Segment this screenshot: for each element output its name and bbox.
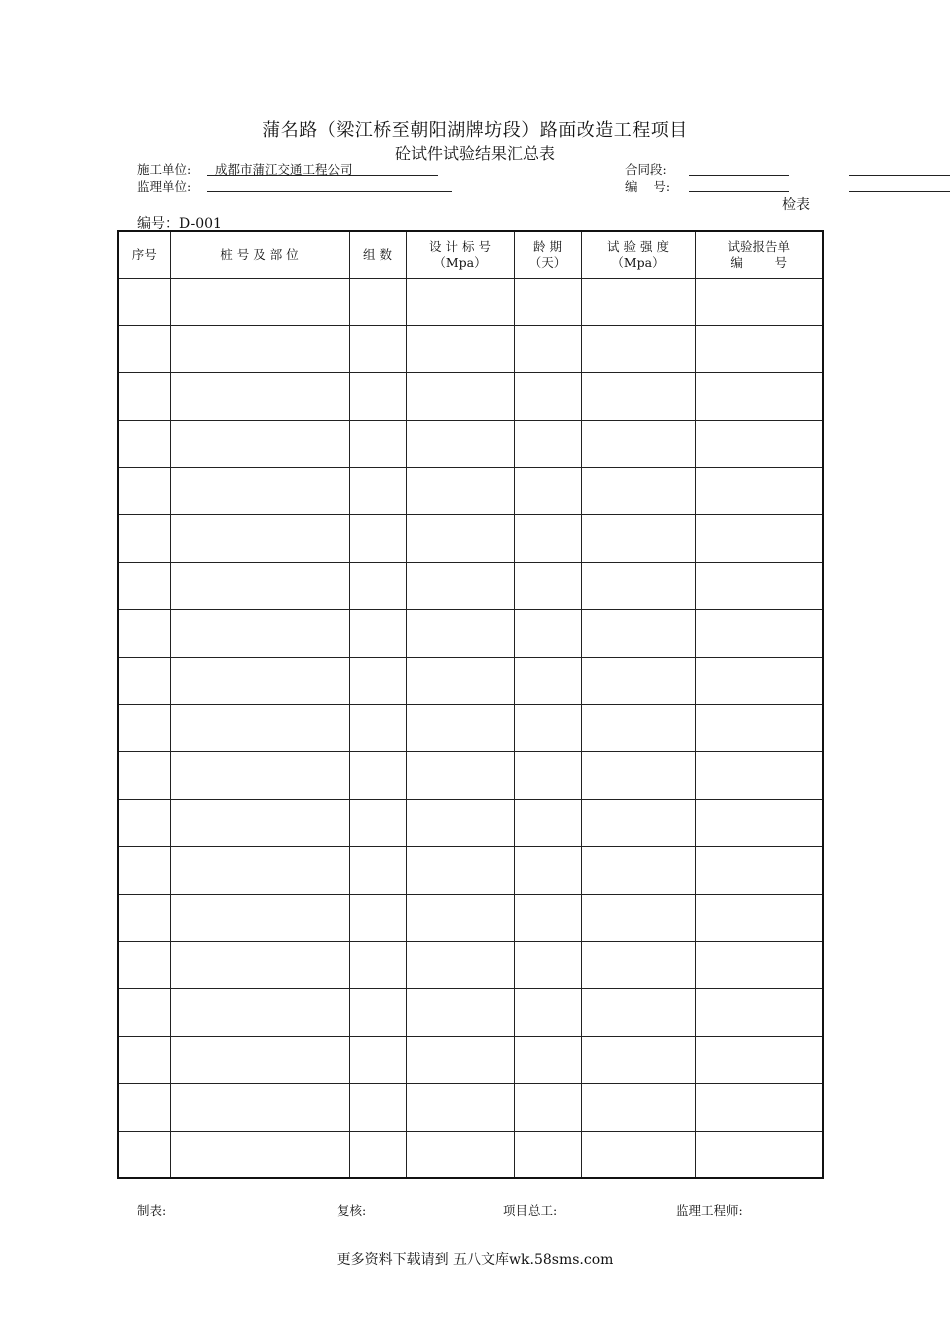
supervisor-field bbox=[207, 191, 452, 192]
table-row bbox=[118, 468, 823, 515]
table-cell[interactable] bbox=[349, 325, 406, 372]
table-cell[interactable] bbox=[581, 420, 695, 467]
col-header-station-location: 桩 号 及 部 位 bbox=[170, 231, 349, 278]
reviewed-by-label: 复核: bbox=[337, 1203, 367, 1218]
table-cell[interactable] bbox=[118, 847, 170, 894]
table-cell[interactable] bbox=[170, 799, 349, 846]
table-row bbox=[118, 420, 823, 467]
table-cell[interactable] bbox=[349, 373, 406, 420]
table-row bbox=[118, 610, 823, 657]
col-header-age: 龄 期 （天） bbox=[514, 231, 581, 278]
table-cell[interactable] bbox=[170, 847, 349, 894]
table-cell[interactable] bbox=[581, 515, 695, 562]
table-cell[interactable] bbox=[349, 610, 406, 657]
table-cell[interactable] bbox=[170, 515, 349, 562]
table-cell[interactable] bbox=[514, 847, 581, 894]
table-cell[interactable] bbox=[514, 705, 581, 752]
table-cell[interactable] bbox=[581, 1084, 695, 1131]
table-cell[interactable] bbox=[514, 468, 581, 515]
table-cell[interactable] bbox=[118, 941, 170, 988]
table-cell[interactable] bbox=[581, 799, 695, 846]
table-cell[interactable] bbox=[406, 373, 514, 420]
table-cell[interactable] bbox=[349, 941, 406, 988]
table-cell[interactable] bbox=[581, 373, 695, 420]
table-cell[interactable] bbox=[695, 468, 823, 515]
code-text: 编号：D-001 bbox=[137, 216, 222, 232]
table-row bbox=[118, 847, 823, 894]
table-cell[interactable] bbox=[406, 468, 514, 515]
footer-link-text: 更多资料下载请到 五八文库wk.58sms.com bbox=[336, 1252, 614, 1268]
table-cell[interactable] bbox=[118, 325, 170, 372]
table-cell[interactable] bbox=[695, 894, 823, 941]
table-cell[interactable] bbox=[349, 799, 406, 846]
table-cell[interactable] bbox=[170, 325, 349, 372]
table-cell[interactable] bbox=[118, 657, 170, 704]
table-cell[interactable] bbox=[118, 420, 170, 467]
contract-section-label: 合同段: bbox=[625, 162, 667, 177]
table-cell[interactable] bbox=[514, 325, 581, 372]
table-cell[interactable] bbox=[170, 278, 349, 325]
table-cell[interactable] bbox=[581, 325, 695, 372]
table-cell[interactable] bbox=[514, 515, 581, 562]
table-cell[interactable] bbox=[581, 657, 695, 704]
table-cell[interactable] bbox=[118, 799, 170, 846]
table-cell[interactable] bbox=[695, 752, 823, 799]
table-cell[interactable] bbox=[514, 420, 581, 467]
table-row bbox=[118, 373, 823, 420]
table-cell[interactable] bbox=[170, 705, 349, 752]
table-cell[interactable] bbox=[406, 1131, 514, 1178]
table-cell[interactable] bbox=[118, 894, 170, 941]
table-cell[interactable] bbox=[406, 941, 514, 988]
table-cell[interactable] bbox=[406, 989, 514, 1036]
table-cell[interactable] bbox=[581, 278, 695, 325]
table-cell[interactable] bbox=[349, 562, 406, 609]
supervising-engineer-label: 监理工程师: bbox=[676, 1203, 743, 1218]
table-cell[interactable] bbox=[406, 1084, 514, 1131]
extra-field-2 bbox=[849, 191, 950, 192]
table-cell[interactable] bbox=[695, 847, 823, 894]
supervisor-label: 监理单位: bbox=[137, 179, 192, 194]
table-cell[interactable] bbox=[349, 989, 406, 1036]
table-cell[interactable] bbox=[118, 705, 170, 752]
table-cell[interactable] bbox=[514, 752, 581, 799]
table-cell[interactable] bbox=[349, 894, 406, 941]
col-header-report-number: 试验报告单 编 号 bbox=[695, 231, 823, 278]
table-row bbox=[118, 799, 823, 846]
col-header-test-strength: 试 验 强 度 （Mpa） bbox=[581, 231, 695, 278]
table-cell[interactable] bbox=[695, 1084, 823, 1131]
table-cell[interactable] bbox=[170, 894, 349, 941]
table-cell[interactable] bbox=[349, 1131, 406, 1178]
table-cell[interactable] bbox=[581, 941, 695, 988]
col-header-seq: 序号 bbox=[118, 231, 170, 278]
table-cell[interactable] bbox=[170, 610, 349, 657]
form-label: 检表 bbox=[782, 197, 810, 213]
table-cell[interactable] bbox=[406, 705, 514, 752]
table-cell[interactable] bbox=[514, 799, 581, 846]
table-cell[interactable] bbox=[581, 752, 695, 799]
table-cell[interactable] bbox=[118, 515, 170, 562]
prepared-by-label: 制表: bbox=[137, 1203, 167, 1218]
table-cell[interactable] bbox=[406, 799, 514, 846]
document-subtitle: 砼试件试验结果汇总表 bbox=[394, 144, 555, 163]
table-row bbox=[118, 325, 823, 372]
table-row bbox=[118, 1084, 823, 1131]
table-cell[interactable] bbox=[406, 562, 514, 609]
table-cell[interactable] bbox=[170, 420, 349, 467]
table-cell[interactable] bbox=[406, 847, 514, 894]
table-cell[interactable] bbox=[406, 610, 514, 657]
table-cell[interactable] bbox=[170, 373, 349, 420]
table-row bbox=[118, 1036, 823, 1083]
contract-section-field bbox=[689, 175, 789, 176]
number-label: 编 号: bbox=[625, 179, 671, 194]
table-cell[interactable] bbox=[406, 894, 514, 941]
table-cell[interactable] bbox=[695, 562, 823, 609]
table-cell[interactable] bbox=[118, 989, 170, 1036]
table-cell[interactable] bbox=[118, 1084, 170, 1131]
col-header-design-grade: 设 计 标 号 （Mpa） bbox=[406, 231, 514, 278]
table-cell[interactable] bbox=[349, 705, 406, 752]
extra-field-1 bbox=[849, 175, 950, 176]
table-cell[interactable] bbox=[349, 1084, 406, 1131]
table-cell[interactable] bbox=[514, 562, 581, 609]
table-cell[interactable] bbox=[170, 468, 349, 515]
table-row bbox=[118, 562, 823, 609]
table-cell[interactable] bbox=[170, 657, 349, 704]
table-cell[interactable] bbox=[349, 752, 406, 799]
contractor-value: 成都市蒲江交通工程公司 bbox=[215, 162, 353, 177]
table-cell[interactable] bbox=[581, 894, 695, 941]
table-cell[interactable] bbox=[695, 657, 823, 704]
table-cell[interactable] bbox=[695, 941, 823, 988]
table-cell[interactable] bbox=[581, 1036, 695, 1083]
table-body bbox=[118, 278, 823, 1178]
table-cell[interactable] bbox=[349, 847, 406, 894]
table-cell[interactable] bbox=[695, 420, 823, 467]
table-cell[interactable] bbox=[118, 1131, 170, 1178]
table-cell[interactable] bbox=[695, 1131, 823, 1178]
table-cell[interactable] bbox=[406, 752, 514, 799]
table-cell[interactable] bbox=[170, 752, 349, 799]
table-header-row bbox=[118, 231, 823, 278]
table-cell[interactable] bbox=[406, 657, 514, 704]
table-cell[interactable] bbox=[514, 989, 581, 1036]
table-cell[interactable] bbox=[581, 1131, 695, 1178]
table-row bbox=[118, 657, 823, 704]
table-cell[interactable] bbox=[695, 1036, 823, 1083]
table-cell[interactable] bbox=[406, 278, 514, 325]
table-cell[interactable] bbox=[581, 989, 695, 1036]
col-header-group-count: 组 数 bbox=[349, 231, 406, 278]
table-row bbox=[118, 894, 823, 941]
table-cell[interactable] bbox=[514, 373, 581, 420]
table-cell[interactable] bbox=[514, 1036, 581, 1083]
table-cell[interactable] bbox=[581, 468, 695, 515]
table-cell[interactable] bbox=[406, 1036, 514, 1083]
table-cell[interactable] bbox=[514, 1131, 581, 1178]
table-cell[interactable] bbox=[349, 278, 406, 325]
table-cell[interactable] bbox=[349, 420, 406, 467]
table-cell[interactable] bbox=[118, 752, 170, 799]
table-cell[interactable] bbox=[406, 515, 514, 562]
table-cell[interactable] bbox=[695, 325, 823, 372]
table-cell[interactable] bbox=[118, 562, 170, 609]
table-cell[interactable] bbox=[695, 705, 823, 752]
table-cell[interactable] bbox=[118, 468, 170, 515]
table-cell[interactable] bbox=[118, 1036, 170, 1083]
table-cell[interactable] bbox=[695, 610, 823, 657]
table-cell[interactable] bbox=[695, 278, 823, 325]
table-cell[interactable] bbox=[118, 610, 170, 657]
table-cell[interactable] bbox=[695, 515, 823, 562]
table-cell[interactable] bbox=[514, 1084, 581, 1131]
table-cell[interactable] bbox=[695, 799, 823, 846]
table-cell[interactable] bbox=[514, 894, 581, 941]
chief-engineer-label: 项目总工: bbox=[503, 1203, 558, 1218]
table-row bbox=[118, 1131, 823, 1178]
table-cell[interactable] bbox=[349, 657, 406, 704]
table-cell[interactable] bbox=[514, 610, 581, 657]
table-cell[interactable] bbox=[170, 562, 349, 609]
table-cell[interactable] bbox=[581, 562, 695, 609]
table-cell[interactable] bbox=[349, 468, 406, 515]
table-cell[interactable] bbox=[118, 373, 170, 420]
table-row bbox=[118, 278, 823, 325]
table-row bbox=[118, 705, 823, 752]
table-cell[interactable] bbox=[514, 278, 581, 325]
table-cell[interactable] bbox=[514, 941, 581, 988]
contractor-label: 施工单位: bbox=[137, 162, 192, 177]
table-cell[interactable] bbox=[581, 847, 695, 894]
table-cell[interactable] bbox=[514, 657, 581, 704]
table-row bbox=[118, 989, 823, 1036]
table-cell[interactable] bbox=[695, 989, 823, 1036]
table-cell[interactable] bbox=[118, 278, 170, 325]
results-table bbox=[117, 230, 824, 1179]
table-cell[interactable] bbox=[170, 1036, 349, 1083]
table-cell[interactable] bbox=[170, 941, 349, 988]
table-cell[interactable] bbox=[349, 1036, 406, 1083]
table-cell[interactable] bbox=[170, 989, 349, 1036]
table-cell[interactable] bbox=[349, 515, 406, 562]
table-row bbox=[118, 941, 823, 988]
table-cell[interactable] bbox=[695, 373, 823, 420]
table-cell[interactable] bbox=[406, 420, 514, 467]
table-cell[interactable] bbox=[170, 1084, 349, 1131]
table-cell[interactable] bbox=[170, 1131, 349, 1178]
table-cell[interactable] bbox=[406, 325, 514, 372]
table-cell[interactable] bbox=[581, 610, 695, 657]
document-title: 蒲名路（梁江桥至朝阳湖牌坊段）路面改造工程项目 bbox=[262, 120, 688, 141]
contractor-underline bbox=[207, 175, 438, 176]
number-field bbox=[689, 191, 789, 192]
table-cell[interactable] bbox=[581, 705, 695, 752]
table-row bbox=[118, 515, 823, 562]
table-row bbox=[118, 752, 823, 799]
